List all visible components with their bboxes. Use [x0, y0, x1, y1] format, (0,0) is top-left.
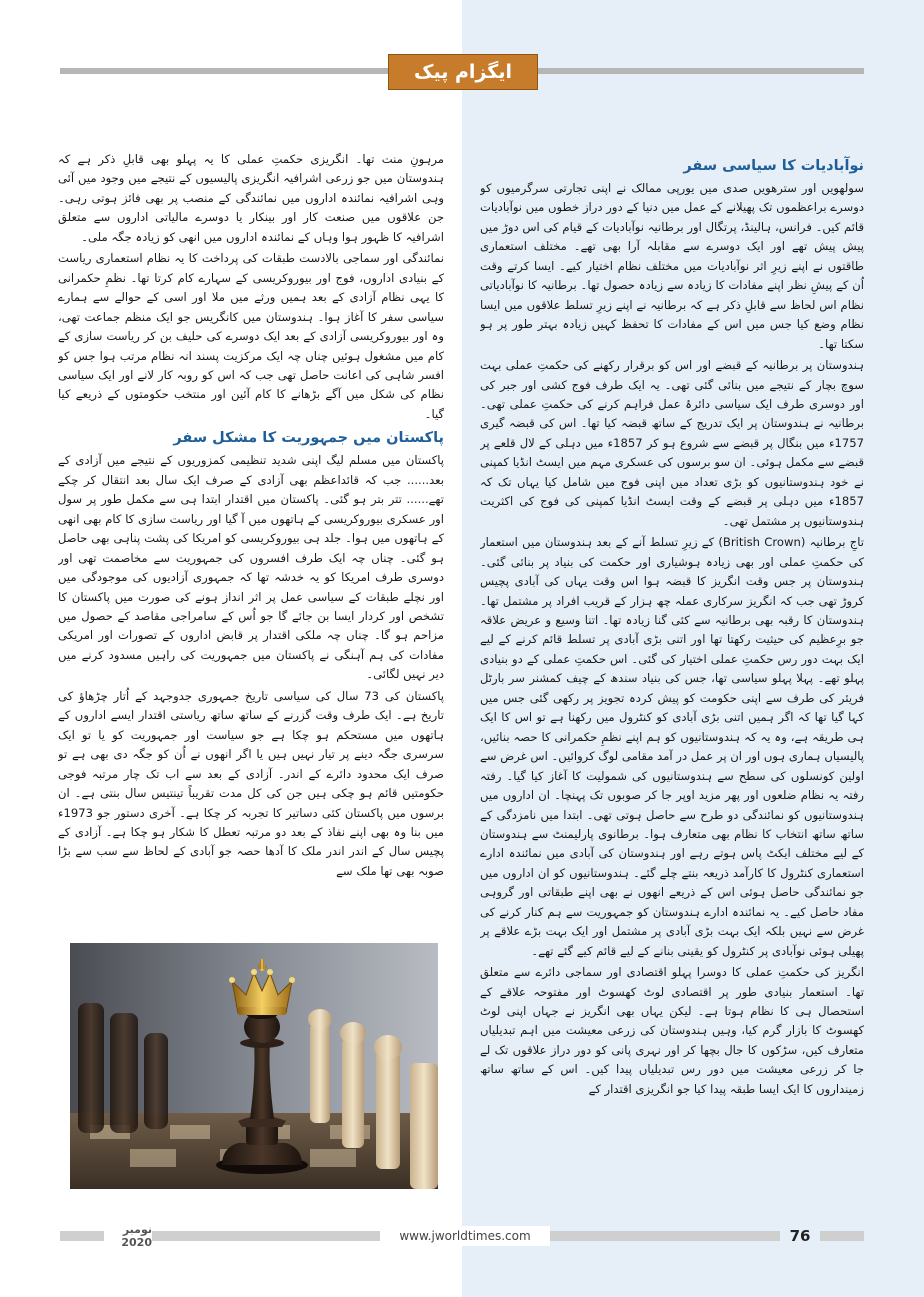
paragraph: انگریز کی حکمتِ عملی کا دوسرا پہلو اقتصادی اور سماجی دائرے سے متعلق تھا۔ استعمار بنیادی طور پر اقتصادی لوٹ کھسوٹ اور مفتوحہ علاقے کے استحصال ہی کا نظام ہوتا ہے۔ لیکن یہاں بھی انگریز نے جہاں اپنی لوٹ کھسوٹ کا بازار گرم کیا، وہیں ہندوستان کی زرعی معیشت میں اہم تبدیلیاں متعارف کیں، سڑکوں کا جال بچھا کر اور نہری پانی کو دور دراز علاقوں تک لے جا کر زرعی معیشت میں دور رس تبدیلیاں پیدا کیں۔ اس کے ساتھ ساتھ زمینداروں کا ایک ایسا طبقہ پیدا کیا جو انگریزی اقتدار کے	[480, 965, 864, 1096]
footer-bar-left	[60, 1231, 104, 1241]
issue-date: نومبر 2020	[121, 1223, 152, 1249]
paragraph: ہندوستان پر برطانیہ کے قبضے اور اس کو برقرار رکھنے کی حکمتِ عملی بہت سوچ بچار کے نتیجے میں بنائی گئی تھی۔ یہ ایک طرف فوج کشی اور جبر کی اور دوسری طرف ایک سیاسی دائرۂ عمل فراہم کرنے کی حکمتِ عملی تھی۔ برطانیہ نے ہندوستان پر ایک تدریج کے ساتھ قبضہ کیا تھا۔ اس کی قبضہ گیری 1757ء میں بنگال پر قبضے سے شروع ہو کر 1857ء میں دہلی کے لال قلعے پر قبضے سے مکمل ہوئی۔ ان سو برسوں کی عسکری مہم میں ایسٹ انڈیا کمپنی نے خود ہندوستانیوں کو بڑی تعداد میں اپنی فوج میں شامل کیا یہاں تک کہ 1857ء میں دہلی پر قبضے کے وقت ایسٹ انڈیا کمپنی کی فوج کی اکثریت ہندوستانیوں پر مشتمل تھی۔	[480, 358, 864, 528]
paragraph: تاجِ برطانیہ (British Crown) کے زیرِ تسلط آنے کے بعد ہندوستان میں استعمار کی حکمتِ عملی اور بھی زیادہ ہوشیاری اور حکمت کی بنیاد پر بنائی گئی۔ ہندوستان پر جس وقت انگریز کا قبضہ ہوا اس وقت یہاں کی آبادی پچیس کروڑ تھی جب کہ انگریز سرکاری عملہ چھ ہزار کے قریب افراد پر مشتمل تھا۔ ہندوستان کا رقبہ بھی برطانیہ سے کئی گنا زیادہ تھا۔ اتنا وسیع و عریض علاقہ جو برِعظیم کی حیثیت رکھتا تھا اور اتنی بڑی آبادی پر تسلط قائم کرنے کے لیے ایک بہت دور رس حکمتِ عملی اختیار کی گئی۔ اس حکمتِ عملی کے دو بنیادی پہلو تھے۔ پہلا پہلو سیاسی تھا، جس کی بنیاد سندھ کے چیف کمشنر سر بارٹل فریئر کی طرف سے اپنی حکومت کو پیش کردہ تجویز پر رکھی گئی جس میں کہا گیا تھا کہ اگر ہمیں اتنی بڑی آبادی کو کنٹرول میں رکھنا ہے تو اس کا ایک ہی طریقہ ہے، وہ یہ کہ ہندوستانیوں کو ہم اپنے نظمِ حکمرانی کا حصہ بنائیں، پالیسیاں ہماری ہوں اور ان پر عمل در آمد مقامی لوگ کروائیں۔ اس غرض سے اولین کونسلوں کی سطح سے ہندوستانیوں کی شمولیت کا آغاز کیا گیا۔ رفتہ رفتہ یہ نظام ضلعوں اور پھر مزید اوپر جا کر صوبوں تک پہنچا۔ ان اداروں میں ہندوستانیوں کو نمائندگی دو طرح سے حاصل ہوتی تھی۔ ابتدا میں نامزدگی کے ساتھ ساتھ انتخاب کا نظام بھی متعارف ہوا۔ برطانوی پارلیمنٹ سے ہندوستان کے لیے مختلف ایکٹ پاس ہوتے رہے اور ہندوستان کی آبادی میں نمائندہ ادارے استعماری کنٹرول کا کارآمد ذریعہ بنتے چلے گئے۔ ہندوستانیوں کو ان اداروں میں جو نمائندگی حاصل ہوئی اس کے ذریعے انھوں نے بھی اپنے طبقاتی اور گروہی مفاد حاصل کیے۔ یہ نمائندہ ادارے ہندوستان کو جمہوریت سے ہم کنار کرنے کی غرض سے نہیں بلکہ ایک بہت بڑی آبادی پر مشتمل اور ایک بہت بڑے علاقے پر پھیلی ہوئی نوآبادی پر کنٹرول کو یقینی بنانے کے لیے قائم کیے گئے تھے۔	[480, 535, 864, 958]
paragraph: نمائندگی اور سماجی بالادست طبقات کی پرداخت کا یہ نظام استعماری ریاست کے بنیادی اداروں، فوج اور بیوروکریسی کے سہارے کام کرتا تھا۔ نظمِ حکمرانی کا یہی نظام آزادی کے بعد ہمیں ورثے میں ملا اور اسی کے حوالے سے ہمارے سیاسی سفر کا آغاز ہوا۔ ہندوستان میں کانگریس جو ایک منظم جماعت تھی، وہ اور بیوروکریسی آزادی کے بعد ایک دوسرے کی حلیف بن کر ریاست سازی کے کام میں مشغول ہوئیں چناں چہ ایک مرکزیت پسند انہ نظام مرتب ہوا جس کو افسر شاہی کی اعانت حاصل تھی جب کہ اس کو روبہ کار لانے اور ایک سیاسی نظام کی شکل میں آگے بڑھانے کا کام آئین اور منتخب حکومتوں کے ذریعے کیا گیا۔	[58, 251, 444, 421]
paragraph: پاکستان میں مسلم لیگ اپنی شدید تنظیمی کمزوریوں کے نتیجے میں آزادی کے بعد...... جب کہ قائداعظم بھی آزادی کے صرف ایک سال بعد انتقال کر چکے تھے...... تتر بتر ہو گئی۔ پاکستان میں اقتدار ابتدا ہی سے مکمل طور پر سول اور عسکری بیوروکریسی کے ہاتھوں میں آ گیا اور ریاست سازی کا کام بھی انھی کے ہاتھوں میں ہوا۔ جلد ہی بیوروکریسی کو امریکا کی پشت پناہی بھی حاصل ہو گئی۔ چناں چہ ایک طرف افسروں کی جمہوریت سے مخاصمت تھی اور دوسری طرف امریکا کو یہ خدشہ تھا کہ جمہوری آزادیوں کی موجودگی میں اور نچلے طبقات کے سیاسی عمل پر اثر انداز ہونے کی صورت میں پاکستان کا تشخص اور کردار ایسا بن جائے گا جو اُس کے سامراجی مقاصد کے حصول میں مزاحم ہو گا۔ چناں چہ ملکی اقتدار پر قابض اداروں کے تصورات اور امریکی مفادات کی ہم آہنگی نے پاکستان میں جمہوریت کی راہیں مسدود کرنے میں دیر نہیں لگائی۔	[58, 453, 444, 682]
header-rule-right	[538, 68, 864, 74]
section-banner: ایگزام پیک	[388, 54, 538, 90]
chess-king-photo	[70, 943, 438, 1189]
chess-king-illustration	[70, 943, 438, 1189]
page-number: 76	[789, 1227, 811, 1245]
website-url[interactable]: www.jworldtimes.com	[380, 1226, 550, 1246]
left-column	[58, 150, 444, 896]
paragraph: سولھویں اور سترھویں صدی میں یورپی ممالک نے اپنی تجارتی سرگرمیوں کو دوسرے براعظموں تک پھیلانے کے عمل میں دنیا کے دور دراز خطوں میں نوآبادیات قائم کیں۔ فرانس، ہالینڈ، پرتگال اور برطانیہ نوآبادیات کے قیام کی اس دوڑ میں پیش پیش تھے اور ایک دوسرے سے مقابلہ آرا بھی تھے۔ مختلف استعماری طاقتوں نے اپنے زیرِ اثر نوآبادیات میں مختلف نظام اختیار کیے۔ ایسا کرتے وقت اُن کے پیشِ نظر اپنے مفادات کا زیادہ سے زیادہ حصول تھا۔ برطانیہ کا نوآبادیاتی نظام اس لحاظ سے قابلِ ذکر ہے کہ برطانیہ نے اپنے زیرِ تسلط علاقوں میں ایسا نظام وضع کیا جس میں اس کے مفادات کا تحفظ کہیں زیادہ بہتر طور پر ہو سکتا تھا۔	[480, 181, 864, 351]
heading-colonial-political-journey: نوآبادیات کا سیاسی سفر	[683, 158, 864, 174]
heading-democracy-difficult-journey: پاکستان میں جمہوریت کا مشکل سفر	[173, 430, 444, 447]
paragraph: مرہونِ منت تھا۔ انگریزی حکمتِ عملی کا یہ پہلو بھی قابلِ ذکر ہے کہ ہندوستان میں جو زرعی اشرافیہ انگریزی پالیسیوں کے نتیجے میں وجود میں آئی وہی اشرافیہ نمائندہ اداروں میں نمائندگی کے منصب پر بھی فائز ہوتی رہی۔ جن علاقوں میں صنعت کار اور بینکار یا دوسرے مالیاتی اداروں سے متعلق اشرافیہ کا ظہور ہوا وہاں کے نمائندہ اداروں میں انھی کو زیادہ جگہ ملی۔	[58, 152, 444, 244]
header-rule-left	[60, 68, 388, 74]
paragraph: پاکستان کی 73 سال کی سیاسی تاریخ جمہوری جدوجہد کے اُتار چڑھاؤ کی تاریخ ہے۔ ایک طرف وقت گزرنے کے ساتھ ساتھ ریاستی اقتدار ایسے اداروں کے ہاتھوں میں مستحکم ہو چکا ہے جو سیاست اور جمہوریت کو یا تو ایک سرسری جگہ دینے پر تیار نہیں ہیں یا اگر انھوں نے اُن کو جگہ دی بھی ہے تو صرف ایک محدود دائرے کے اندر۔ آزادی کے بعد سے اب تک چار مرتبہ فوجی حکومتیں قائم ہو چکی ہیں جن کی کل مدت تقریباً تینتیس سال بنتی ہے۔ ان برسوں میں پاکستان کئی دساتیر کا تجربہ کر چکا ہے۔ آخری دستور جو 1973ء میں بنا وہ بھی اپنے نفاذ کے بعد دو مرتبہ تعطل کا شکار ہو چکا ہے۔ آزادی کے پچیس سال کے اندر اندر ملک کا آدھا حصہ جو آبادی کے لحاظ سے سب سے بڑا صوبہ بھی تھا ملک سے	[58, 688, 444, 878]
footer-bar-right	[820, 1231, 864, 1241]
right-column	[480, 152, 864, 1224]
